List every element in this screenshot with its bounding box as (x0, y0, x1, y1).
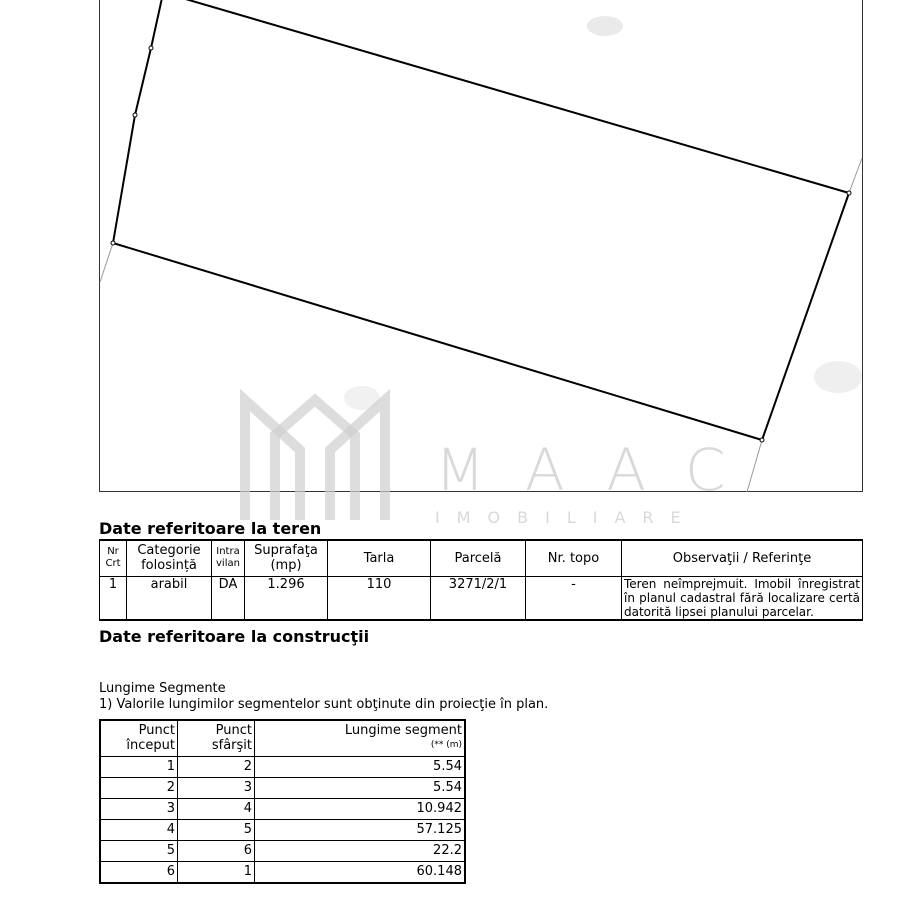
vertex-marker (149, 46, 153, 50)
table-row (100, 861, 465, 883)
table-row (100, 819, 465, 840)
cell-length: 10.942 (255, 798, 466, 819)
header-parcela: Parcelă (431, 540, 526, 576)
cell-end: 2 (178, 756, 255, 777)
cell-start: 1 (100, 756, 178, 777)
table-header-row (100, 720, 465, 756)
cell-start: 3 (100, 798, 178, 819)
vertex-marker (760, 438, 764, 442)
cell-suprafata: 1.296 (245, 576, 328, 620)
cell-end: 6 (178, 840, 255, 861)
table-row (100, 840, 465, 861)
table-row (100, 798, 465, 819)
cell-nr-topo: - (526, 576, 622, 620)
neighbor-line-right-bottom (747, 440, 762, 492)
neighbor-line-right-top (849, 158, 862, 193)
cell-parcela: 3271/2/1 (431, 576, 526, 620)
parcel-boundary (113, 0, 162, 243)
parcel-edge-bottom (113, 243, 762, 440)
cell-nr-crt: 1 (100, 576, 127, 620)
cell-end: 4 (178, 798, 255, 819)
table-row (100, 777, 465, 798)
header-tarla: Tarla (328, 540, 431, 576)
constructii-section-title: Date referitoare la construcţii (99, 627, 370, 646)
cell-tarla: 110 (328, 576, 431, 620)
table-row (100, 576, 863, 620)
blur-mark (344, 386, 380, 410)
segment-heading (99, 681, 548, 713)
cell-end: 3 (178, 777, 255, 798)
header-intravilan: Intra vilan (212, 540, 245, 576)
cell-length: 5.54 (255, 777, 466, 798)
vertex-marker (111, 241, 115, 245)
cell-length: 5.54 (255, 756, 466, 777)
parcel-edge-right (762, 193, 849, 440)
header-nr-topo: Nr. topo (526, 540, 622, 576)
header-punct-inceput: Punct început (100, 720, 178, 756)
header-categorie: Categorie folosință (127, 540, 212, 576)
cell-observatii: Teren neîmprejmuit. Imobil înregistrat în planul cadastral fără localizare certă datorită lipsei planului parcelar. (622, 576, 863, 620)
table-row (100, 756, 465, 777)
parcel-edge-top (182, 0, 849, 193)
teren-section-title: Date referitoare la teren (99, 519, 322, 538)
blur-mark (814, 361, 862, 393)
table-header-row (100, 540, 863, 576)
header-lungime-unit: (** (m) (430, 740, 462, 751)
vertex-marker (133, 113, 137, 117)
cell-length: 60.148 (255, 861, 466, 883)
watermark-name: MAAC (435, 436, 766, 504)
header-nr-crt: Nr Crt (100, 540, 127, 576)
header-punct-sfarsit: Punct sfârşit (178, 720, 255, 756)
cell-categorie: arabil (127, 576, 212, 620)
cell-end: 5 (178, 819, 255, 840)
segment-title: Lungime Segmente (99, 681, 226, 696)
header-suprafata: Suprafaţa (mp) (245, 540, 328, 576)
segment-table (99, 719, 466, 884)
cell-start: 2 (100, 777, 178, 798)
segment-note: 1) Valorile lungimilor segmentelor sunt obţinute din proiecţie în plan. (99, 697, 549, 712)
header-lungime-label: Lungime segment (344, 723, 462, 739)
cell-start: 6 (100, 861, 178, 883)
cell-start: 4 (100, 819, 178, 840)
cell-start: 5 (100, 840, 178, 861)
blur-mark (587, 16, 623, 36)
cell-length: 22.2 (255, 840, 466, 861)
cell-end: 1 (178, 861, 255, 883)
watermark-subtitle: IMOBILIARE (435, 508, 698, 527)
cell-length: 57.125 (255, 819, 466, 840)
cell-intravilan: DA (212, 576, 245, 620)
header-observatii: Observaţii / Referinţe (622, 540, 863, 576)
neighbor-line-left (100, 243, 113, 282)
vertex-marker (847, 191, 851, 195)
header-lungime (255, 720, 466, 756)
teren-table (99, 539, 863, 621)
